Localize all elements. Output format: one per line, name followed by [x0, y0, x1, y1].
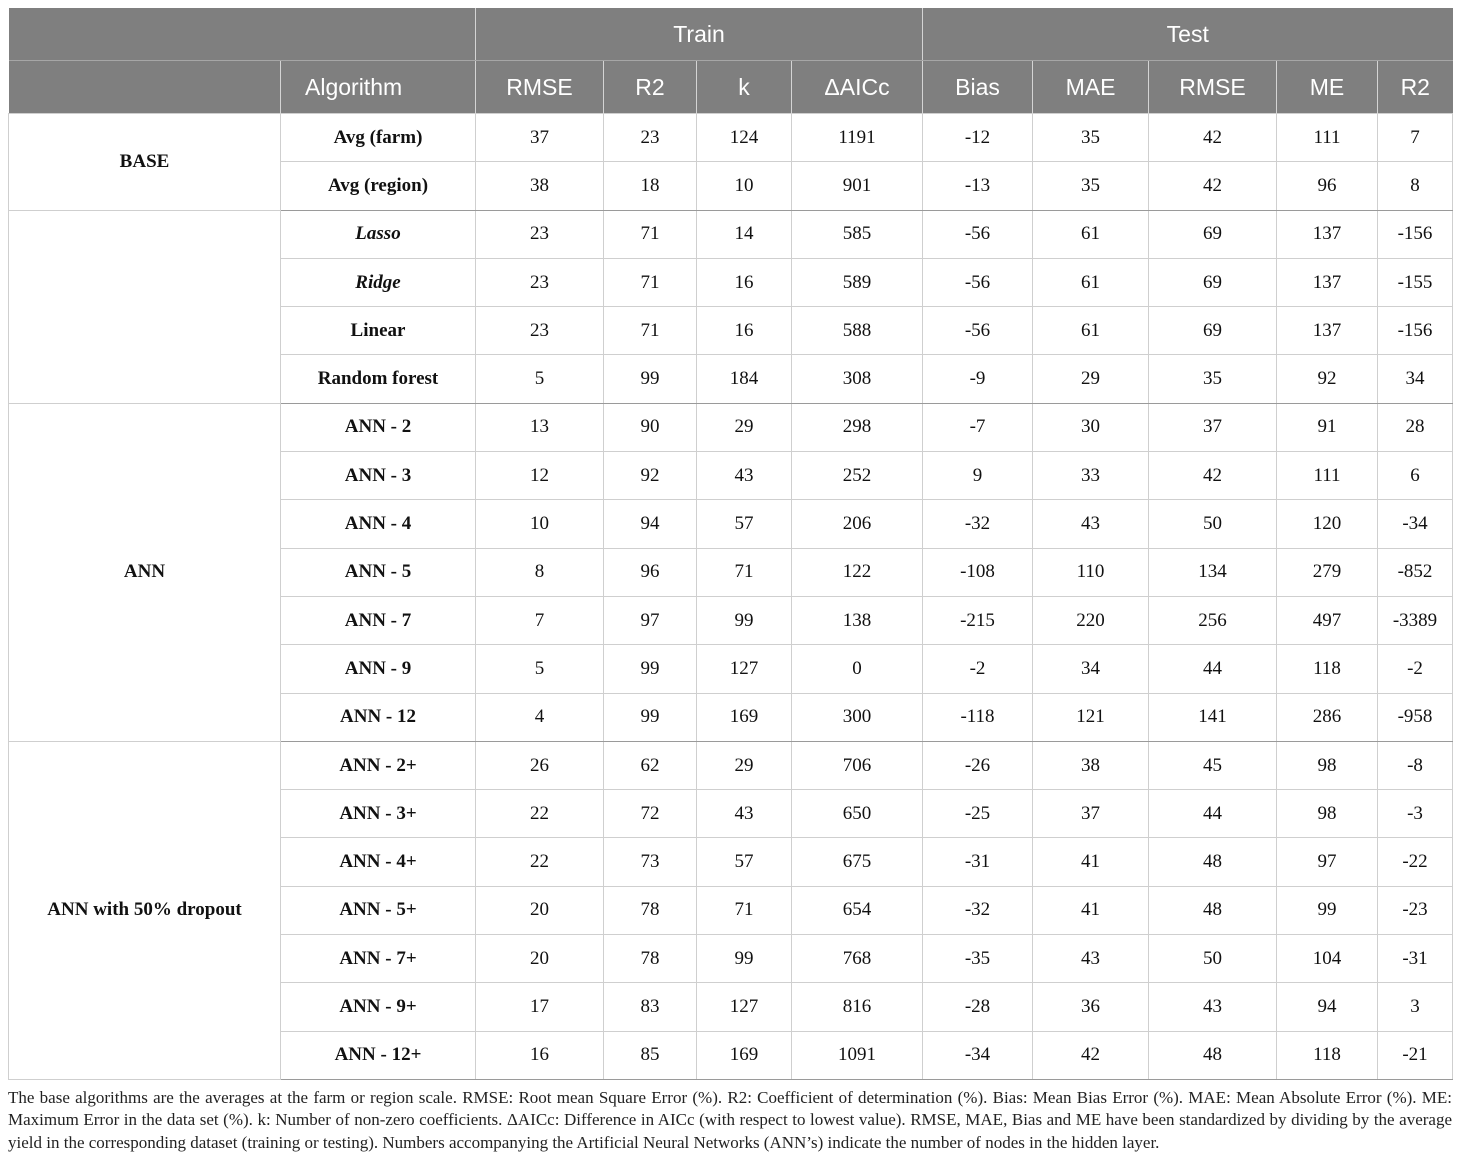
value-cell: 588 [792, 307, 923, 355]
value-cell: -34 [923, 1031, 1033, 1079]
value-cell: 1091 [792, 1031, 923, 1079]
value-cell: 92 [604, 452, 697, 500]
value-cell: 279 [1277, 548, 1378, 596]
value-cell: -28 [923, 983, 1033, 1031]
value-cell: -12 [923, 114, 1033, 162]
value-cell: 23 [604, 114, 697, 162]
table-row [9, 403, 1453, 451]
value-cell: 48 [1149, 886, 1277, 934]
value-cell: 98 [1277, 741, 1378, 789]
value-cell: 5 [476, 645, 604, 693]
value-cell: 99 [604, 645, 697, 693]
value-cell: 50 [1149, 935, 1277, 983]
value-cell: 48 [1149, 1031, 1277, 1079]
table-figure [8, 8, 1452, 1154]
value-cell: 48 [1149, 838, 1277, 886]
algorithm-cell: ANN - 9+ [281, 983, 476, 1031]
value-cell: 1191 [792, 114, 923, 162]
group-label: ANN [9, 403, 281, 741]
value-cell: 98 [1277, 790, 1378, 838]
value-cell: 137 [1277, 258, 1378, 306]
value-cell: -215 [923, 596, 1033, 644]
value-cell: 585 [792, 210, 923, 258]
value-cell: -7 [923, 403, 1033, 451]
value-cell: -852 [1378, 548, 1453, 596]
algorithm-cell: ANN - 7+ [281, 935, 476, 983]
value-cell: 97 [1277, 838, 1378, 886]
value-cell: 42 [1149, 162, 1277, 210]
value-cell: 57 [697, 500, 792, 548]
value-cell: 6 [1378, 452, 1453, 500]
value-cell: 7 [476, 596, 604, 644]
value-cell: 36 [1033, 983, 1149, 1031]
value-cell: 12 [476, 452, 604, 500]
header-group-train: Train [476, 8, 923, 61]
value-cell: -32 [923, 500, 1033, 548]
column-header-train-k: k [697, 61, 792, 114]
value-cell: -13 [923, 162, 1033, 210]
value-cell: 38 [476, 162, 604, 210]
value-cell: 298 [792, 403, 923, 451]
value-cell: 17 [476, 983, 604, 1031]
value-cell: -2 [1378, 645, 1453, 693]
value-cell: 768 [792, 935, 923, 983]
value-cell: 43 [697, 790, 792, 838]
value-cell: 127 [697, 983, 792, 1031]
value-cell: -31 [1378, 935, 1453, 983]
value-cell: 69 [1149, 307, 1277, 355]
algorithm-cell: Ridge [281, 258, 476, 306]
value-cell: 61 [1033, 307, 1149, 355]
value-cell: 34 [1378, 355, 1453, 403]
value-cell: 28 [1378, 403, 1453, 451]
algorithm-cell: ANN - 12+ [281, 1031, 476, 1079]
value-cell: 8 [476, 548, 604, 596]
value-cell: 78 [604, 886, 697, 934]
value-cell: 4 [476, 693, 604, 741]
value-cell: 901 [792, 162, 923, 210]
value-cell: 23 [476, 307, 604, 355]
value-cell: -9 [923, 355, 1033, 403]
value-cell: -118 [923, 693, 1033, 741]
value-cell: 137 [1277, 210, 1378, 258]
value-cell: 83 [604, 983, 697, 1031]
value-cell: -108 [923, 548, 1033, 596]
algorithm-cell: Linear [281, 307, 476, 355]
value-cell: 99 [697, 596, 792, 644]
value-cell: 104 [1277, 935, 1378, 983]
value-cell: 42 [1149, 452, 1277, 500]
group-label: ANN with 50% dropout [9, 741, 281, 1079]
value-cell: 184 [697, 355, 792, 403]
header-group-row [9, 8, 1453, 61]
value-cell: 69 [1149, 258, 1277, 306]
value-cell: 816 [792, 983, 923, 1031]
value-cell: 675 [792, 838, 923, 886]
algorithm-cell: ANN - 9 [281, 645, 476, 693]
value-cell: 300 [792, 693, 923, 741]
value-cell: 38 [1033, 741, 1149, 789]
table-footnote: The base algorithms are the averages at the farm or region scale. RMSE: Root mean Square Error (%). R2: Coefficient of determination (%). Bias: Mean Bias Error (%). MAE: Mean Absolute Error (%). ME: Maximum Error in the data set (%). k: Number of non-zero coefficients. ΔAICc: Difference in AICc (with respect to lowest value). RMSE, MAE, Bias and ME have been standardized by dividing by the average yield in the corresponding dataset (training or testing). Numbers accompanying the Artificial Neural Networks (ANN’s) indicate the number of nodes in the hidden layer. [8, 1087, 1452, 1152]
value-cell: 99 [697, 935, 792, 983]
algorithm-cell: Avg (farm) [281, 114, 476, 162]
value-cell: 7 [1378, 114, 1453, 162]
value-cell: 14 [697, 210, 792, 258]
group-label [9, 210, 281, 403]
algorithm-cell: Random forest [281, 355, 476, 403]
value-cell: 16 [697, 307, 792, 355]
value-cell: 61 [1033, 258, 1149, 306]
value-cell: 44 [1149, 790, 1277, 838]
table-row [9, 741, 1453, 789]
algorithm-cell: ANN - 5 [281, 548, 476, 596]
value-cell: 94 [604, 500, 697, 548]
column-header-algorithm: Algorithm [281, 61, 476, 114]
column-header-train-r2: R2 [604, 61, 697, 114]
value-cell: 37 [1033, 790, 1149, 838]
value-cell: -21 [1378, 1031, 1453, 1079]
value-cell: 10 [697, 162, 792, 210]
value-cell: 9 [923, 452, 1033, 500]
algorithm-cell: ANN - 2 [281, 403, 476, 451]
value-cell: 169 [697, 1031, 792, 1079]
column-header-test-rmse: RMSE [1149, 61, 1277, 114]
value-cell: 92 [1277, 355, 1378, 403]
value-cell: 29 [697, 403, 792, 451]
value-cell: 589 [792, 258, 923, 306]
value-cell: 44 [1149, 645, 1277, 693]
value-cell: 71 [604, 210, 697, 258]
algorithm-cell: ANN - 12 [281, 693, 476, 741]
value-cell: -35 [923, 935, 1033, 983]
value-cell: 35 [1033, 162, 1149, 210]
algorithm-cell: Lasso [281, 210, 476, 258]
table-row [9, 210, 1453, 258]
value-cell: -958 [1378, 693, 1453, 741]
value-cell: 29 [1033, 355, 1149, 403]
value-cell: 43 [1149, 983, 1277, 1031]
value-cell: 16 [476, 1031, 604, 1079]
value-cell: 41 [1033, 886, 1149, 934]
value-cell: 96 [604, 548, 697, 596]
column-header-test-mae: MAE [1033, 61, 1149, 114]
value-cell: -156 [1378, 210, 1453, 258]
column-header-test-me: ME [1277, 61, 1378, 114]
header-group-test: Test [923, 8, 1453, 61]
value-cell: 62 [604, 741, 697, 789]
results-table [8, 8, 1453, 1080]
value-cell: -155 [1378, 258, 1453, 306]
column-header-train-rmse: RMSE [476, 61, 604, 114]
value-cell: 20 [476, 935, 604, 983]
value-cell: 97 [604, 596, 697, 644]
value-cell: 42 [1033, 1031, 1149, 1079]
value-cell: 37 [1149, 403, 1277, 451]
value-cell: 30 [1033, 403, 1149, 451]
value-cell: 26 [476, 741, 604, 789]
value-cell: 308 [792, 355, 923, 403]
value-cell: 96 [1277, 162, 1378, 210]
value-cell: -56 [923, 307, 1033, 355]
value-cell: 29 [697, 741, 792, 789]
value-cell: 35 [1149, 355, 1277, 403]
value-cell: 134 [1149, 548, 1277, 596]
value-cell: 34 [1033, 645, 1149, 693]
value-cell: -31 [923, 838, 1033, 886]
value-cell: 124 [697, 114, 792, 162]
value-cell: 22 [476, 838, 604, 886]
value-cell: 23 [476, 258, 604, 306]
column-header-train-daicc: ΔAICc [792, 61, 923, 114]
value-cell: 71 [604, 307, 697, 355]
value-cell: 5 [476, 355, 604, 403]
value-cell: 706 [792, 741, 923, 789]
value-cell: 10 [476, 500, 604, 548]
value-cell: 650 [792, 790, 923, 838]
value-cell: 206 [792, 500, 923, 548]
value-cell: 43 [1033, 500, 1149, 548]
value-cell: 71 [697, 886, 792, 934]
value-cell: 141 [1149, 693, 1277, 741]
column-header-test-r2: R2 [1378, 61, 1453, 114]
value-cell: 138 [792, 596, 923, 644]
value-cell: -32 [923, 886, 1033, 934]
value-cell: -23 [1378, 886, 1453, 934]
value-cell: -3 [1378, 790, 1453, 838]
value-cell: 85 [604, 1031, 697, 1079]
algorithm-cell: ANN - 3 [281, 452, 476, 500]
value-cell: -8 [1378, 741, 1453, 789]
value-cell: 110 [1033, 548, 1149, 596]
value-cell: 22 [476, 790, 604, 838]
group-label: BASE [9, 114, 281, 211]
algorithm-cell: Avg (region) [281, 162, 476, 210]
value-cell: 120 [1277, 500, 1378, 548]
value-cell: 50 [1149, 500, 1277, 548]
value-cell: 252 [792, 452, 923, 500]
value-cell: 57 [697, 838, 792, 886]
value-cell: -56 [923, 210, 1033, 258]
algorithm-cell: ANN - 7 [281, 596, 476, 644]
header-column-row [9, 61, 1453, 114]
value-cell: 0 [792, 645, 923, 693]
value-cell: 118 [1277, 645, 1378, 693]
value-cell: -156 [1378, 307, 1453, 355]
value-cell: 99 [604, 693, 697, 741]
value-cell: -56 [923, 258, 1033, 306]
value-cell: 45 [1149, 741, 1277, 789]
value-cell: -34 [1378, 500, 1453, 548]
column-header-group [9, 61, 281, 114]
value-cell: 121 [1033, 693, 1149, 741]
value-cell: 3 [1378, 983, 1453, 1031]
value-cell: 41 [1033, 838, 1149, 886]
value-cell: -26 [923, 741, 1033, 789]
value-cell: 69 [1149, 210, 1277, 258]
algorithm-cell: ANN - 3+ [281, 790, 476, 838]
value-cell: 99 [1277, 886, 1378, 934]
value-cell: 78 [604, 935, 697, 983]
value-cell: -3389 [1378, 596, 1453, 644]
value-cell: 90 [604, 403, 697, 451]
value-cell: 111 [1277, 114, 1378, 162]
value-cell: -22 [1378, 838, 1453, 886]
value-cell: 20 [476, 886, 604, 934]
value-cell: 71 [604, 258, 697, 306]
value-cell: 654 [792, 886, 923, 934]
value-cell: 33 [1033, 452, 1149, 500]
table-header [9, 8, 1453, 114]
value-cell: -25 [923, 790, 1033, 838]
value-cell: 73 [604, 838, 697, 886]
table-row [9, 114, 1453, 162]
value-cell: 220 [1033, 596, 1149, 644]
value-cell: 13 [476, 403, 604, 451]
value-cell: 122 [792, 548, 923, 596]
value-cell: 94 [1277, 983, 1378, 1031]
value-cell: 111 [1277, 452, 1378, 500]
value-cell: 169 [697, 693, 792, 741]
value-cell: 43 [697, 452, 792, 500]
value-cell: 497 [1277, 596, 1378, 644]
value-cell: 91 [1277, 403, 1378, 451]
value-cell: 16 [697, 258, 792, 306]
algorithm-cell: ANN - 4+ [281, 838, 476, 886]
value-cell: 35 [1033, 114, 1149, 162]
value-cell: -2 [923, 645, 1033, 693]
value-cell: 43 [1033, 935, 1149, 983]
value-cell: 127 [697, 645, 792, 693]
header-group-blank [9, 8, 476, 61]
value-cell: 42 [1149, 114, 1277, 162]
algorithm-cell: ANN - 5+ [281, 886, 476, 934]
value-cell: 61 [1033, 210, 1149, 258]
column-header-test-bias: Bias [923, 61, 1033, 114]
value-cell: 286 [1277, 693, 1378, 741]
value-cell: 99 [604, 355, 697, 403]
value-cell: 137 [1277, 307, 1378, 355]
value-cell: 8 [1378, 162, 1453, 210]
value-cell: 37 [476, 114, 604, 162]
algorithm-cell: ANN - 2+ [281, 741, 476, 789]
value-cell: 18 [604, 162, 697, 210]
value-cell: 23 [476, 210, 604, 258]
value-cell: 118 [1277, 1031, 1378, 1079]
algorithm-cell: ANN - 4 [281, 500, 476, 548]
value-cell: 256 [1149, 596, 1277, 644]
value-cell: 72 [604, 790, 697, 838]
value-cell: 71 [697, 548, 792, 596]
table-body [9, 114, 1453, 1080]
